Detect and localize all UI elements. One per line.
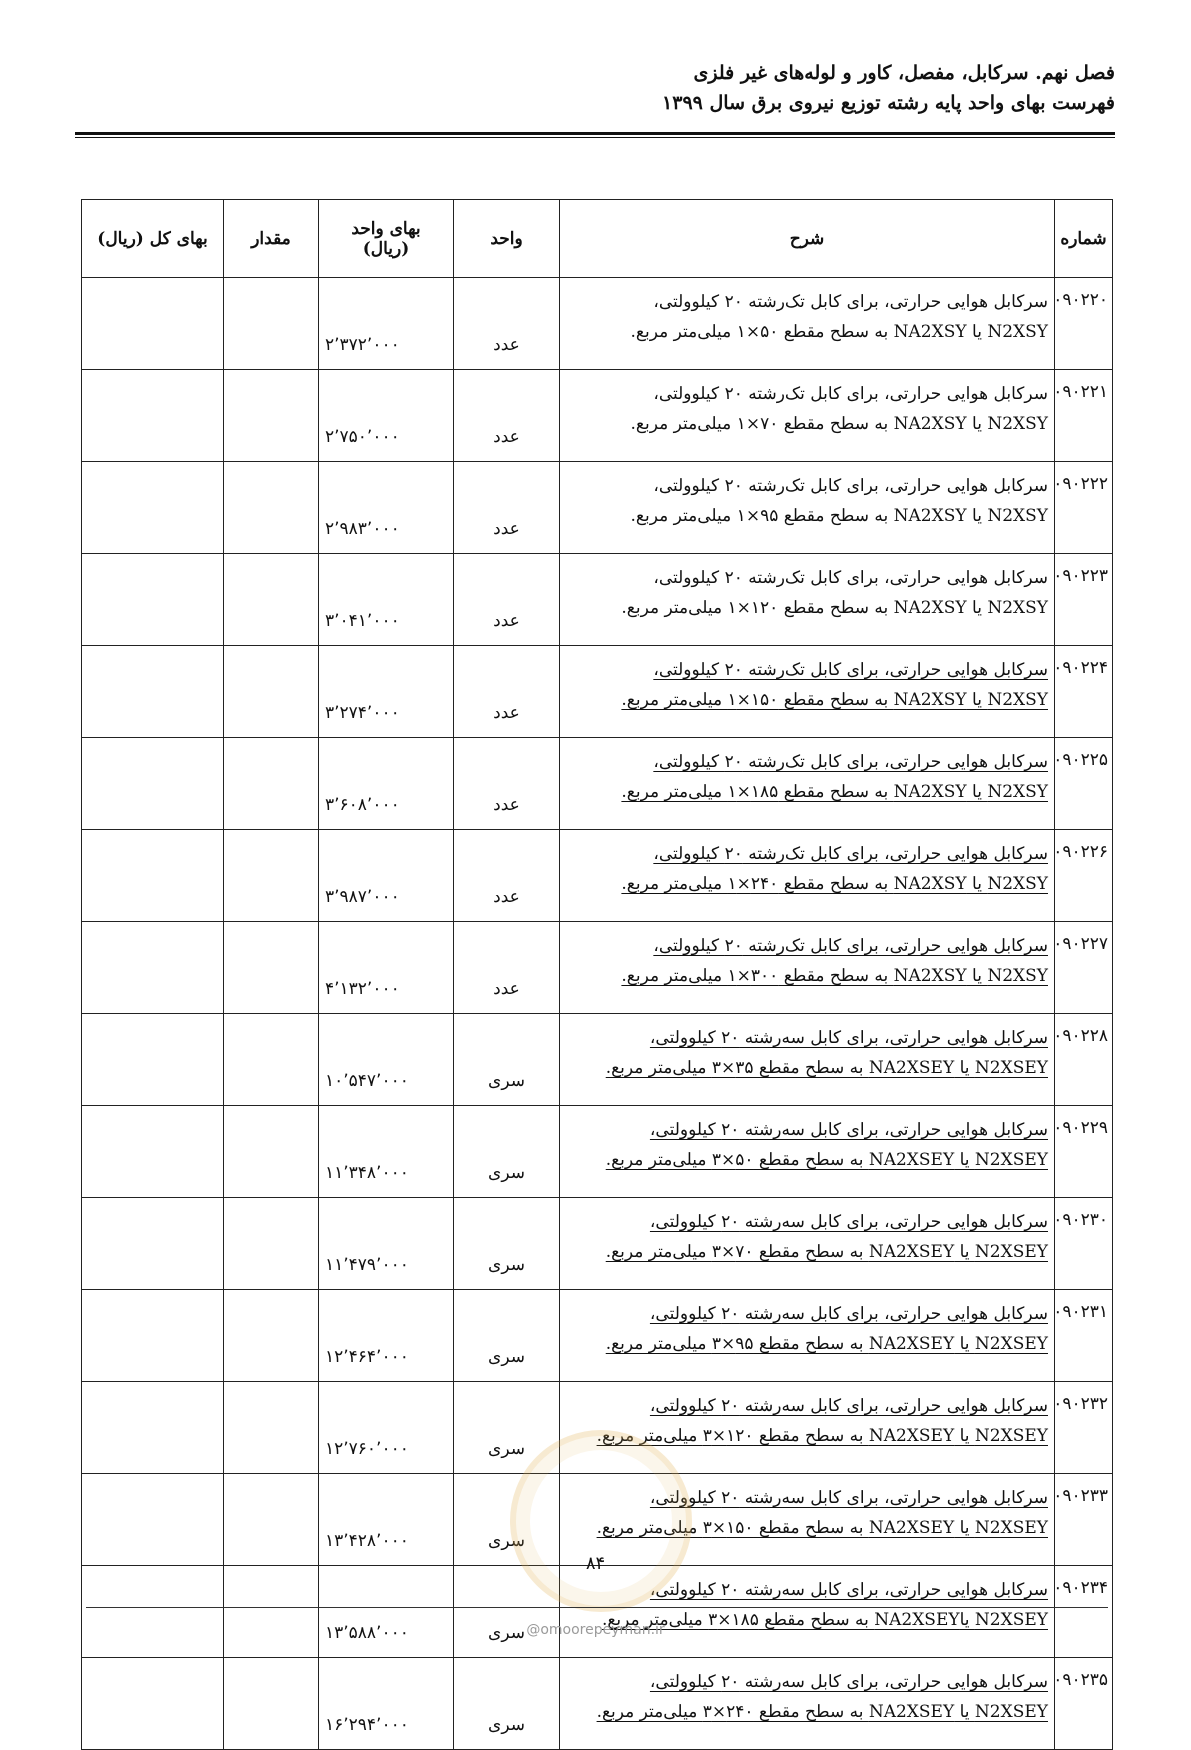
description-line-1: سرکابل هوایی حرارتی، برای کابل تک‌رشته ۲۰ کیلوولتی، (653, 660, 1048, 680)
item-description (560, 646, 1055, 738)
item-quantity (224, 738, 319, 830)
description-line-1: سرکابل هوایی حرارتی، برای کابل تک‌رشته ۲۰ کیلوولتی، (653, 384, 1048, 404)
item-number: ۰۹۰۲۳۲ (1055, 1382, 1113, 1474)
item-total-price (82, 1014, 224, 1106)
header-quantity: مقدار (224, 200, 319, 278)
description-line-1: سرکابل هوایی حرارتی، برای کابل تک‌رشته ۲۰ کیلوولتی، (653, 476, 1048, 496)
item-unit: عدد (454, 738, 560, 830)
item-total-price (82, 1474, 224, 1566)
item-description (560, 370, 1055, 462)
item-quantity (224, 1198, 319, 1290)
item-total-price (82, 554, 224, 646)
chapter-title: فصل نهم. سرکابل، مفصل، کاور و لوله‌های غیر فلزی (693, 62, 1115, 84)
header-number: شماره (1055, 200, 1113, 278)
header-rule-thick (75, 132, 1115, 135)
item-quantity (224, 1014, 319, 1106)
price-list-title: فهرست بهای واحد پایه رشته توزیع نیروی برق سال ۱۳۹۹ (662, 92, 1115, 114)
description-line-1: سرکابل هوایی حرارتی، برای کابل سه‌رشته ۲۰ کیلوولتی، (649, 1028, 1048, 1048)
item-number: ۰۹۰۲۳۴ (1055, 1566, 1113, 1658)
item-unit-price: ۳٬۶۰۸٬۰۰۰ (319, 738, 454, 830)
item-description (560, 1290, 1055, 1382)
item-quantity (224, 830, 319, 922)
table-row (82, 1106, 1113, 1198)
page-number: ۸۴ (585, 1553, 606, 1574)
item-unit: عدد (454, 278, 560, 370)
item-number: ۰۹۰۲۲۷ (1055, 922, 1113, 1014)
item-quantity (224, 278, 319, 370)
item-unit-price: ۱۱٬۴۷۹٬۰۰۰ (319, 1198, 454, 1290)
item-unit-price: ۳٬۹۸۷٬۰۰۰ (319, 830, 454, 922)
page-header (76, 58, 1115, 118)
item-number: ۰۹۰۲۳۵ (1055, 1658, 1113, 1750)
item-unit-price: ۱۳٬۴۲۸٬۰۰۰ (319, 1474, 454, 1566)
description-line-2: N2XSEY یا NA2XSEY به سطح مقطع ۷۰×۳ میلی‌متر مربع. (605, 1242, 1048, 1262)
table-row (82, 646, 1113, 738)
item-quantity (224, 922, 319, 1014)
item-total-price (82, 1566, 224, 1658)
table-row (82, 370, 1113, 462)
header-description: شرح (560, 200, 1055, 278)
table-row (82, 1290, 1113, 1382)
item-description (560, 462, 1055, 554)
item-unit: عدد (454, 462, 560, 554)
description-line-1: سرکابل هوایی حرارتی، برای کابل سه‌رشته ۲۰ کیلوولتی، (649, 1672, 1048, 1692)
item-total-price (82, 1382, 224, 1474)
table-row (82, 738, 1113, 830)
description-line-1: سرکابل هوایی حرارتی، برای کابل تک‌رشته ۲۰ کیلوولتی، (653, 568, 1048, 588)
description-line-1: سرکابل هوایی حرارتی، برای کابل سه‌رشته ۲۰ کیلوولتی، (649, 1396, 1048, 1416)
item-total-price (82, 462, 224, 554)
item-total-price (82, 370, 224, 462)
item-quantity (224, 1290, 319, 1382)
item-quantity (224, 1106, 319, 1198)
item-quantity (224, 462, 319, 554)
item-unit: سری (454, 1290, 560, 1382)
table-row (82, 462, 1113, 554)
table-row (82, 554, 1113, 646)
item-description (560, 1106, 1055, 1198)
description-line-1: سرکابل هوایی حرارتی، برای کابل تک‌رشته ۲۰ کیلوولتی، (653, 292, 1048, 312)
header-unit: واحد (454, 200, 560, 278)
item-unit: عدد (454, 370, 560, 462)
item-unit-price: ۲٬۷۵۰٬۰۰۰ (319, 370, 454, 462)
item-total-price (82, 1106, 224, 1198)
description-line-1: سرکابل هوایی حرارتی، برای کابل سه‌رشته ۲۰ کیلوولتی، (649, 1120, 1048, 1140)
item-description (560, 1014, 1055, 1106)
item-unit-price: ۳٬۰۴۱٬۰۰۰ (319, 554, 454, 646)
item-number: ۰۹۰۲۲۵ (1055, 738, 1113, 830)
item-description (560, 554, 1055, 646)
item-description (560, 922, 1055, 1014)
header-rule-thin (75, 137, 1115, 138)
item-total-price (82, 646, 224, 738)
header-unit-price-currency: (ریال) (362, 238, 410, 259)
item-unit: عدد (454, 554, 560, 646)
item-quantity (224, 1658, 319, 1750)
item-number: ۰۹۰۲۲۰ (1055, 278, 1113, 370)
description-line-2: N2XSEY یا NA2XSEY به سطح مقطع ۲۴۰×۳ میلی‌متر مربع. (596, 1702, 1048, 1722)
item-unit: سری (454, 1106, 560, 1198)
description-line-2: N2XSEY یا NA2XSEY به سطح مقطع ۵۰×۳ میلی‌متر مربع. (605, 1150, 1048, 1170)
item-number: ۰۹۰۲۲۴ (1055, 646, 1113, 738)
item-unit-price: ۱۱٬۳۴۸٬۰۰۰ (319, 1106, 454, 1198)
seal-watermark (510, 1430, 692, 1612)
item-number: ۰۹۰۲۲۶ (1055, 830, 1113, 922)
item-quantity (224, 1382, 319, 1474)
item-unit: سری (454, 1198, 560, 1290)
description-line-1: سرکابل هوایی حرارتی، برای کابل سه‌رشته ۲۰ کیلوولتی، (649, 1212, 1048, 1232)
item-unit-price: ۲٬۳۷۲٬۰۰۰ (319, 278, 454, 370)
item-number: ۰۹۰۲۲۲ (1055, 462, 1113, 554)
table-row (82, 1198, 1113, 1290)
description-line-1: سرکابل هوایی حرارتی، برای کابل سه‌رشته ۲۰ کیلوولتی، (649, 1304, 1048, 1324)
item-quantity (224, 1474, 319, 1566)
table-header-row (82, 200, 1113, 278)
table-row (82, 922, 1113, 1014)
item-unit-price: ۱۶٬۲۹۴٬۰۰۰ (319, 1658, 454, 1750)
description-line-2: N2XSY یا NA2XSY به سطح مقطع ۵۰×۱ میلی‌متر مربع. (630, 322, 1048, 342)
header-unit-price (319, 200, 454, 278)
description-line-2: N2XSEY یا NA2XSEY به سطح مقطع ۱۲۰×۳ میلی‌متر مربع. (596, 1426, 1048, 1446)
item-unit: سری (454, 1474, 560, 1566)
item-unit: عدد (454, 922, 560, 1014)
item-unit: عدد (454, 646, 560, 738)
item-number: ۰۹۰۲۳۰ (1055, 1198, 1113, 1290)
footer-watermark-site: @omoorepeyman.ir (526, 1622, 665, 1638)
item-total-price (82, 278, 224, 370)
description-line-2: N2XSY یا NA2XSY به سطح مقطع ۱۸۵×۱ میلی‌متر مربع. (621, 782, 1048, 802)
item-description (560, 830, 1055, 922)
description-line-1: سرکابل هوایی حرارتی، برای کابل تک‌رشته ۲۰ کیلوولتی، (653, 752, 1048, 772)
item-unit: سری (454, 1658, 560, 1750)
item-quantity (224, 370, 319, 462)
item-unit: سری (454, 1382, 560, 1474)
table-row (82, 830, 1113, 922)
description-line-1: سرکابل هوایی حرارتی، برای کابل سه‌رشته ۲۰ کیلوولتی، (649, 1580, 1048, 1600)
table-row (82, 278, 1113, 370)
item-unit-price: ۳٬۲۷۴٬۰۰۰ (319, 646, 454, 738)
description-line-2: N2XSY یا NA2XSY به سطح مقطع ۳۰۰×۱ میلی‌متر مربع. (621, 966, 1048, 986)
description-line-1: سرکابل هوایی حرارتی، برای کابل سه‌رشته ۲۰ کیلوولتی، (649, 1488, 1048, 1508)
item-total-price (82, 1198, 224, 1290)
description-line-2: N2XSY یا NA2XSY به سطح مقطع ۹۵×۱ میلی‌متر مربع. (630, 506, 1048, 526)
description-line-2: N2XSY یا NA2XSY به سطح مقطع ۲۴۰×۱ میلی‌متر مربع. (621, 874, 1048, 894)
item-description (560, 1198, 1055, 1290)
description-line-2: N2XSEY یا NA2XSEY به سطح مقطع ۹۵×۳ میلی‌متر مربع. (605, 1334, 1048, 1354)
table-row (82, 1658, 1113, 1750)
header-unit-price-label: بهای واحد (351, 218, 421, 239)
item-quantity (224, 646, 319, 738)
description-line-2: N2XSY یا NA2XSY به سطح مقطع ۱۵۰×۱ میلی‌متر مربع. (621, 690, 1048, 710)
item-quantity (224, 1566, 319, 1658)
description-line-1: سرکابل هوایی حرارتی، برای کابل تک‌رشته ۲۰ کیلوولتی، (653, 936, 1048, 956)
item-unit-price: ۱۰٬۵۴۷٬۰۰۰ (319, 1014, 454, 1106)
item-unit-price: ۴٬۱۳۲٬۰۰۰ (319, 922, 454, 1014)
item-description (560, 278, 1055, 370)
item-total-price (82, 1658, 224, 1750)
item-unit-price: ۱۲٬۴۶۴٬۰۰۰ (319, 1290, 454, 1382)
description-line-2: N2XSY یا NA2XSY به سطح مقطع ۷۰×۱ میلی‌متر مربع. (630, 414, 1048, 434)
item-unit: سری (454, 1014, 560, 1106)
item-number: ۰۹۰۲۳۳ (1055, 1474, 1113, 1566)
item-unit: عدد (454, 830, 560, 922)
item-number: ۰۹۰۲۲۹ (1055, 1106, 1113, 1198)
item-description (560, 738, 1055, 830)
item-unit-price: ۱۲٬۷۶۰٬۰۰۰ (319, 1382, 454, 1474)
table-row (82, 1014, 1113, 1106)
item-unit-price: ۲٬۹۸۳٬۰۰۰ (319, 462, 454, 554)
item-total-price (82, 1290, 224, 1382)
item-number: ۰۹۰۲۳۱ (1055, 1290, 1113, 1382)
footer-rule (86, 1607, 1108, 1608)
description-line-1: سرکابل هوایی حرارتی، برای کابل تک‌رشته ۲۰ کیلوولتی، (653, 844, 1048, 864)
item-total-price (82, 830, 224, 922)
description-line-2: N2XSEY یاNA2XSEY به سطح مقطع ۱۸۵×۳ میلی‌متر مربع. (601, 1610, 1048, 1630)
description-line-2: N2XSEY یا NA2XSEY به سطح مقطع ۱۵۰×۳ میلی‌متر مربع. (596, 1518, 1048, 1538)
item-number: ۰۹۰۲۲۱ (1055, 370, 1113, 462)
item-total-price (82, 922, 224, 1014)
description-line-2: N2XSEY یا NA2XSEY به سطح مقطع ۳۵×۳ میلی‌متر مربع. (605, 1058, 1048, 1078)
header-total-price: بهای کل (ریال) (82, 200, 224, 278)
item-total-price (82, 738, 224, 830)
item-description (560, 1658, 1055, 1750)
item-unit-price: ۱۳٬۵۸۸٬۰۰۰ (319, 1566, 454, 1658)
item-quantity (224, 554, 319, 646)
item-number: ۰۹۰۲۲۸ (1055, 1014, 1113, 1106)
item-unit: سری (454, 1566, 560, 1658)
item-number: ۰۹۰۲۲۳ (1055, 554, 1113, 646)
description-line-2: N2XSY یا NA2XSY به سطح مقطع ۱۲۰×۱ میلی‌متر مربع. (621, 598, 1048, 618)
